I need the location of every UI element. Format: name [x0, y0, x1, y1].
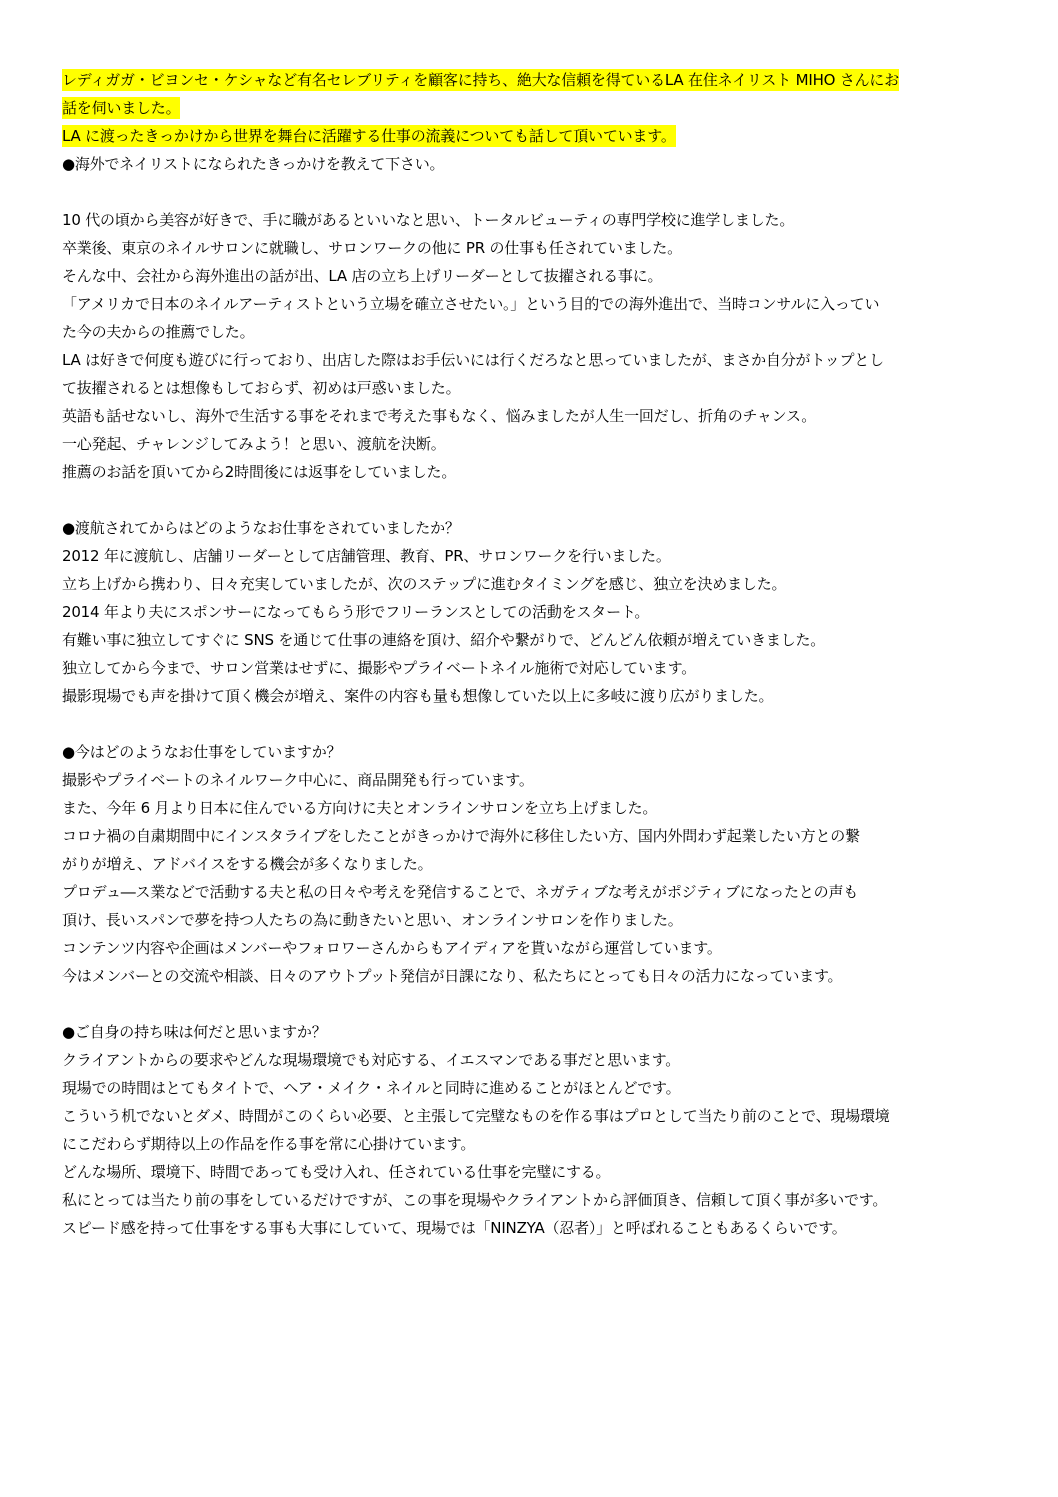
section-heading: ●今はどのようなお仕事をしていますか？: [62, 743, 342, 761]
paragraph-line: コロナ禍の自粛期間中にインスタライブをしたことがきっかけで海外に移住したい方、国内外問わず起業したい方との繋: [62, 827, 860, 845]
paragraph-line: 英語も話せないし、海外で生活する事をそれまで考えた事もなく、悩みましたが人生一回だし、折角のチャンス。: [62, 407, 817, 425]
paragraph-line: こういう机でないとダメ、時間がこのくらい必要、と主張して完璧なものを作る事はプロとして当たり前のことで、現場環境: [62, 1107, 890, 1125]
paragraph-line: LA は好きで何度も遊びに行っており、出店した際はお手伝いには行くだろなと思っていましたが、まさか自分がトップとし: [62, 351, 884, 369]
paragraph-line: 頂け、長いスパンで夢を持つ人たちの為に動きたいと思い、オンラインサロンを作りました。: [62, 911, 683, 929]
intro-highlight: LA に渡ったきっかけから世界を舞台に活躍する仕事の流義についても話して頂いています。: [62, 127, 676, 145]
paragraph-line: また、今年 6 月より日本に住んでいる方向けに夫とオンラインサロンを立ち上げました。: [62, 799, 658, 817]
paragraph-line: そんな中、会社から海外進出の話が出、LA 店の立ち上げリーダーとして抜擢される事に。: [62, 267, 663, 285]
paragraph-line: 立ち上げから携わり、日々充実していましたが、次のステップに進むタイミングを感じ、独立を決めました。: [62, 575, 787, 593]
blank-line: [62, 486, 1012, 514]
blank-line: [62, 990, 1012, 1018]
article-body: [62, 66, 1012, 1242]
blank-line: [62, 178, 1012, 206]
paragraph-line: 私にとっては当たり前の事をしているだけですが、この事を現場やクライアントから評価頂き、信頼して頂く事が多いです。: [62, 1191, 888, 1209]
paragraph-line: 10 代の頃から美容が好きで、手に職があるといいなと思い、トータルビューティの専門学校に進学しました。: [62, 211, 795, 229]
paragraph-line: 撮影やプライベートのネイルワーク中心に、商品開発も行っています。: [62, 771, 534, 789]
intro-line: [62, 122, 1012, 150]
paragraph-line: どんな場所、環境下、時間であっても受け入れ、任されている仕事を完璧にする。: [62, 1163, 611, 1181]
paragraph-line: スピード感を持って仕事をする事も大事にしていて、現場では「NINZYA（忍者）」と呼ばれることもあるくらいです。: [62, 1219, 847, 1237]
paragraph-line: 独立してから今まで、サロン営業はせずに、撮影やプライベートネイル施術で対応しています。: [62, 659, 697, 677]
paragraph-line: 卒業後、東京のネイルサロンに就職し、サロンワークの他に PR の仕事も任されていました。: [62, 239, 682, 257]
paragraph-line: プロデュ―ス業などで活動する夫と私の日々や考えを発信することで、ネガティブな考えがポジティブになったとの声も: [62, 883, 859, 901]
intro-line: [62, 94, 1012, 122]
paragraph-line: 2014 年より夫にスポンサーになってもらう形でフリーランスとしての活動をスタート。: [62, 603, 650, 621]
blank-line: [62, 710, 1012, 738]
paragraph-line: 撮影現場でも声を掛けて頂く機会が増え、案件の内容も量も想像していた以上に多岐に渡り広がりました。: [62, 687, 774, 705]
paragraph-line: て抜擢されるとは想像もしておらず、初めは戸惑いました。: [62, 379, 461, 397]
intro-highlight: 話を伺いました。: [62, 99, 181, 117]
paragraph-line: 「アメリカで日本のネイルアーティストという立場を確立させたい。」という目的での海外進出で、当時コンサルに入ってい: [62, 295, 880, 313]
paragraph-line: にこだわらず期待以上の作品を作る事を常に心掛けています。: [62, 1135, 476, 1153]
intro-highlight: レディガガ・ビヨンセ・ケシャなど有名セレブリティを顧客に持ち、絶大な信頼を得ているLA 在住ネイリスト MIHO さんにお: [62, 71, 900, 89]
paragraph-line: 2012 年に渡航し、店舗リーダーとして店舗管理、教育、PR、サロンワークを行いました。: [62, 547, 671, 565]
intro-line: [62, 66, 1012, 94]
paragraph-line: コンテンツ内容や企画はメンバーやフォロワーさんからもアイディアを貰いながら運営しています。: [62, 939, 722, 957]
section-heading: ●渡航されてからはどのようなお仕事をされていましたか？: [62, 519, 460, 537]
paragraph-line: 今はメンバーとの交流や相談、日々のアウトプット発信が日課になり、私たちにとっても日々の活力になっています。: [62, 967, 843, 985]
paragraph-line: がりが増え、アドバイスをする機会が多くなりました。: [62, 855, 433, 873]
paragraph-line: 有難い事に独立してすぐに SNS を通じて仕事の連絡を頂け、紹介や繋がりで、どんどん依頼が増えていきました。: [62, 631, 826, 649]
section-heading: ●ご自身の持ち味は何だと思いますか？: [62, 1023, 327, 1041]
paragraph-line: 一心発起、チャレンジしてみよう！と思い、渡航を決断。: [62, 435, 446, 453]
paragraph-line: た今の夫からの推薦でした。: [62, 323, 255, 341]
section-heading: ●海外でネイリストになられたきっかけを教えて下さい。: [62, 155, 445, 173]
paragraph-line: 推薦のお話を頂いてから2時間後には返事をしていました。: [62, 463, 457, 481]
paragraph-line: クライアントからの要求やどんな現場環境でも対応する、イエスマンである事だと思います。: [62, 1051, 681, 1069]
paragraph-line: 現場での時間はとてもタイトで、ヘア・メイク・ネイルと同時に進めることがほとんどです。: [62, 1079, 681, 1097]
